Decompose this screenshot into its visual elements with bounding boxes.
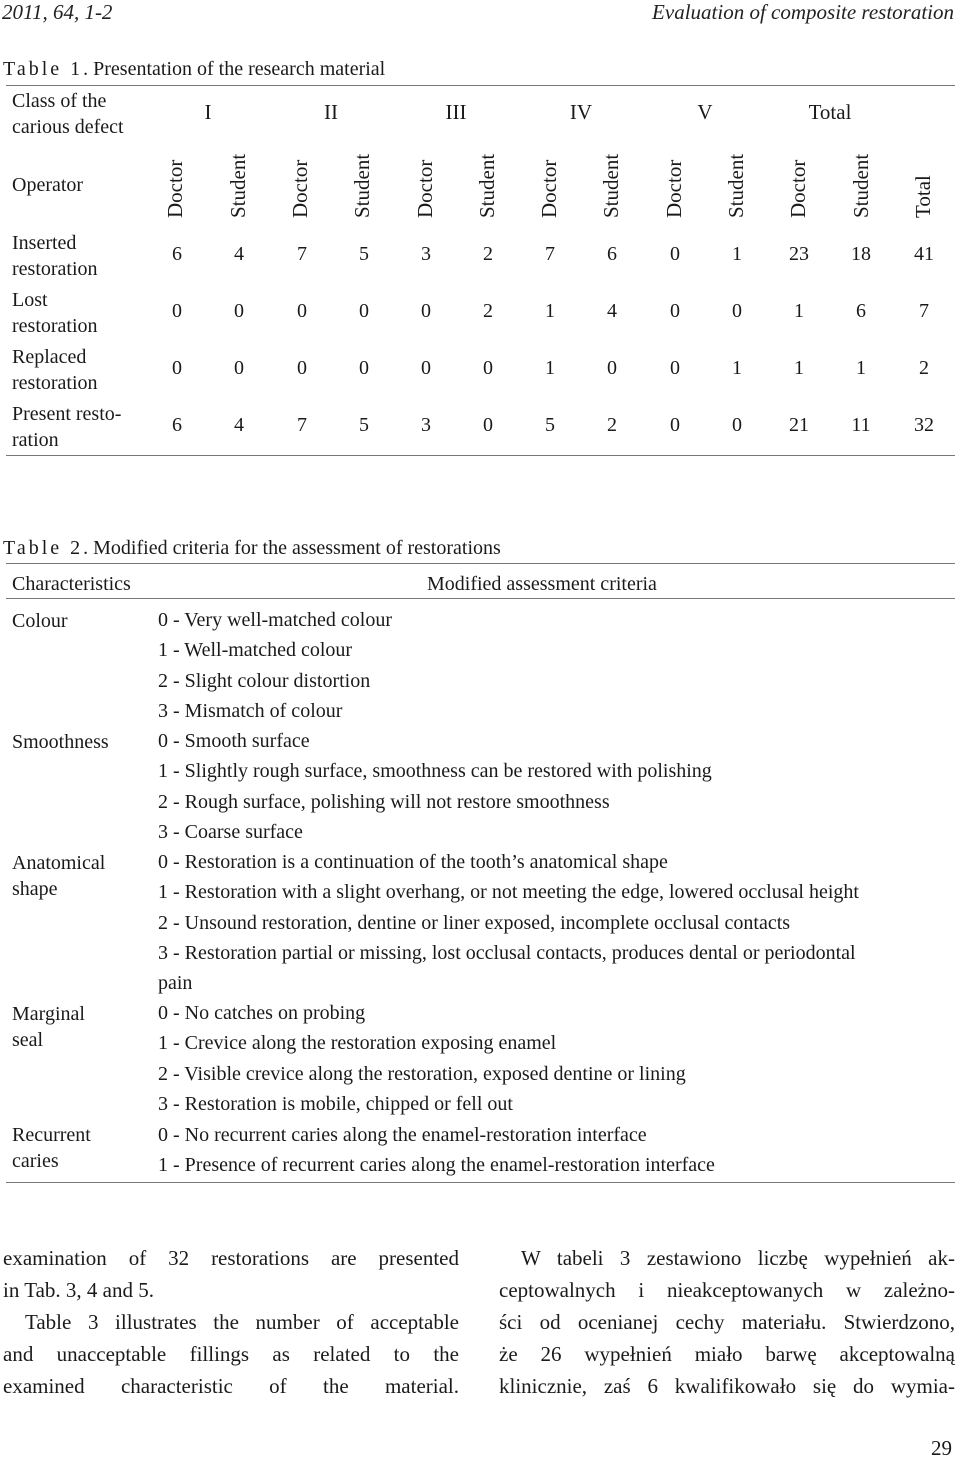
criterion: 1 - Well-matched colour bbox=[158, 639, 353, 662]
text-line: examined characteristic of the material. bbox=[3, 1374, 459, 1398]
table1-cell: 1 bbox=[856, 357, 866, 379]
criterion: 0 - Very well-matched colour bbox=[158, 609, 392, 631]
table1-cell: 0 bbox=[297, 357, 307, 379]
running-header-right: Evaluation of composite restoration bbox=[652, 0, 954, 24]
table1-cell: 4 bbox=[234, 414, 244, 436]
table2-criteria bbox=[158, 726, 948, 847]
table1-cell: 2 bbox=[483, 243, 493, 265]
table1-row-label bbox=[12, 287, 98, 339]
table1-bottom-rule bbox=[6, 455, 955, 456]
table1-cell: 7 bbox=[297, 414, 307, 436]
characteristic-line2: caries bbox=[12, 1150, 59, 1172]
text-line: examination of 32 restorations are presented bbox=[3, 1246, 459, 1270]
table1-cell: 0 bbox=[483, 357, 493, 379]
table1-cell: 3 bbox=[421, 414, 431, 436]
text-line: ści od ocenianej cechy materiału. Stwierdzono, bbox=[499, 1310, 955, 1334]
text-line: że 26 wypełnień miało barwę akceptowalną bbox=[499, 1342, 955, 1366]
table2-caption bbox=[3, 537, 501, 560]
table2-caption-text: . Modified criteria for the assessment of restorations bbox=[83, 537, 501, 559]
table1-row-label bbox=[12, 401, 121, 453]
table1-col-header: Total bbox=[911, 175, 935, 218]
table2-characteristic bbox=[12, 1122, 91, 1174]
row-label-line2: restoration bbox=[12, 258, 98, 280]
body-text-right bbox=[499, 1242, 955, 1402]
table2-criteria bbox=[158, 998, 948, 1119]
characteristic-line1: Anatomical bbox=[12, 852, 106, 874]
text-line: Table 3 illustrates the number of acceptable bbox=[25, 1310, 459, 1334]
row-label-line2: ration bbox=[12, 429, 59, 451]
table2-top-rule bbox=[6, 563, 955, 564]
criterion: 2 - Unsound restoration, dentine or liner exposed, incomplete occlusal contacts bbox=[158, 911, 791, 934]
table1-col-header: Doctor bbox=[163, 159, 187, 218]
text-line: klinicznie, zaś 6 kwalifikowało się do wymia- bbox=[499, 1374, 955, 1398]
table1-cell: 0 bbox=[483, 414, 493, 436]
table1-cell: 0 bbox=[607, 357, 617, 379]
criterion: 0 - Restoration is a continuation of the tooth’s anatomical shape bbox=[158, 851, 668, 873]
criterion: 1 - Presence of recurrent caries along the enamel-restoration interface bbox=[158, 1154, 715, 1177]
table1-cell: 2 bbox=[483, 300, 493, 322]
criterion: 2 - Slight colour distortion bbox=[158, 669, 371, 692]
table1-cell: 5 bbox=[359, 414, 369, 436]
table1-row-label bbox=[12, 344, 98, 396]
table2-characteristic bbox=[12, 1001, 85, 1053]
table1-cell: 1 bbox=[732, 357, 742, 379]
table1-cell: 18 bbox=[851, 243, 871, 265]
table1-cell: 7 bbox=[297, 243, 307, 265]
table1-cell: 5 bbox=[545, 414, 555, 436]
table1-cell: 0 bbox=[670, 300, 680, 322]
table1-cell: 0 bbox=[234, 357, 244, 379]
table1-cell: 0 bbox=[670, 243, 680, 265]
table1-cell: 6 bbox=[172, 243, 182, 265]
running-header-left: 2011, 64, 1-2 bbox=[2, 0, 113, 24]
table1-cell: 4 bbox=[234, 243, 244, 265]
criterion: 3 - Restoration is mobile, chipped or fell out bbox=[158, 1092, 513, 1115]
table1-cell: 1 bbox=[794, 300, 804, 322]
table2-characteristic bbox=[12, 608, 68, 634]
table1-cell: 0 bbox=[172, 300, 182, 322]
table2-caption-prefix: Table 2 bbox=[3, 537, 84, 559]
table1-caption-text: . Presentation of the research material bbox=[83, 58, 386, 80]
criterion: 1 - Crevice along the restoration exposing enamel bbox=[158, 1032, 557, 1055]
table2-criteria bbox=[158, 1120, 948, 1181]
table1-cell: 3 bbox=[421, 243, 431, 265]
table2-col2-header: Modified assessment criteria bbox=[427, 573, 657, 595]
table1-col-header: Doctor bbox=[537, 159, 561, 218]
text-line: and unacceptable fillings as related to the bbox=[3, 1342, 459, 1366]
table1-cell: 21 bbox=[789, 414, 809, 436]
table1-col-header: Student bbox=[599, 153, 623, 218]
table1-cell: 0 bbox=[297, 300, 307, 322]
table1-cell: 1 bbox=[545, 300, 555, 322]
body-text-left bbox=[3, 1242, 459, 1402]
table1-cell: 6 bbox=[172, 414, 182, 436]
table1-cell: 41 bbox=[914, 243, 934, 265]
table1-cell: 0 bbox=[421, 357, 431, 379]
table2-bottom-rule bbox=[6, 1182, 955, 1183]
table1-col-header: Doctor bbox=[413, 159, 437, 218]
table1-col-header: Student bbox=[350, 153, 374, 218]
table1-operator-label: Operator bbox=[12, 174, 84, 196]
criterion: 0 - Smooth surface bbox=[158, 730, 310, 752]
table1-class-I: I bbox=[204, 100, 212, 124]
table1-class-label-line1: Class of the bbox=[12, 90, 107, 112]
table1-col-header: Doctor bbox=[288, 159, 312, 218]
table1-cell: 11 bbox=[851, 414, 871, 436]
table1-top-rule bbox=[6, 85, 955, 86]
criterion: 3 - Coarse surface bbox=[158, 820, 303, 843]
criterion: 0 - No recurrent caries along the enamel-restoration interface bbox=[158, 1124, 647, 1146]
table1-cell: 23 bbox=[789, 243, 809, 265]
table1-cell: 1 bbox=[732, 243, 742, 265]
table1-cell: 2 bbox=[919, 357, 929, 379]
row-label-line1: Present resto- bbox=[12, 403, 122, 425]
criterion: 1 - Slightly rough surface, smoothness can be restored with polishing bbox=[158, 760, 712, 783]
table2-criteria bbox=[158, 605, 948, 726]
table2-characteristic bbox=[12, 729, 109, 755]
table1-cell: 2 bbox=[607, 414, 617, 436]
table2-criteria bbox=[158, 847, 948, 998]
table1-class-total: Total bbox=[808, 100, 852, 124]
table1-cell: 7 bbox=[545, 243, 555, 265]
criterion: 0 - No catches on probing bbox=[158, 1002, 366, 1024]
text-line: in Tab. 3, 4 and 5. bbox=[3, 1278, 154, 1302]
table1-cell: 0 bbox=[732, 414, 742, 436]
page-number: 29 bbox=[931, 1436, 952, 1460]
table2-col1-header: Characteristics bbox=[12, 573, 131, 595]
table2-header-rule bbox=[6, 598, 955, 599]
table1-class-III: III bbox=[445, 100, 467, 124]
text-line: ceptowalnych i nieakceptowanych w zależno- bbox=[499, 1278, 955, 1302]
table1-cell: 5 bbox=[359, 243, 369, 265]
criterion: pain bbox=[158, 972, 193, 995]
table1-caption-prefix: Table 1 bbox=[3, 58, 84, 80]
characteristic-line2: shape bbox=[12, 878, 58, 900]
table1-cell: 32 bbox=[914, 414, 934, 436]
table1-caption bbox=[3, 58, 385, 81]
table1-cell: 6 bbox=[856, 300, 866, 322]
characteristic-line1: Smoothness bbox=[12, 731, 109, 753]
criterion: 2 - Visible crevice along the restoration, exposed dentine or lining bbox=[158, 1062, 686, 1085]
table1-cell: 6 bbox=[607, 243, 617, 265]
table1-col-header: Doctor bbox=[662, 159, 686, 218]
table1-class-label-line2: carious defect bbox=[12, 116, 124, 138]
table1-cell: 1 bbox=[545, 357, 555, 379]
table1-cell: 4 bbox=[607, 300, 617, 322]
characteristic-line1: Recurrent bbox=[12, 1124, 91, 1146]
row-label-line1: Lost bbox=[12, 289, 48, 311]
table1-col-header: Student bbox=[226, 153, 250, 218]
table1-col-header: Student bbox=[849, 153, 873, 218]
table2-characteristic bbox=[12, 850, 105, 902]
table1-cell: 0 bbox=[359, 300, 369, 322]
characteristic-line2: seal bbox=[12, 1029, 44, 1051]
table1-col-header: Student bbox=[724, 153, 748, 218]
table1-row-label bbox=[12, 230, 98, 282]
table1-class-label bbox=[12, 88, 124, 140]
table1-class-V: V bbox=[697, 100, 713, 124]
table1-cell: 0 bbox=[172, 357, 182, 379]
table1-cell: 0 bbox=[421, 300, 431, 322]
table1-cell: 7 bbox=[919, 300, 929, 322]
table1-cell: 0 bbox=[670, 414, 680, 436]
row-label-line2: restoration bbox=[12, 315, 98, 337]
table1-cell: 1 bbox=[794, 357, 804, 379]
table1-cell: 0 bbox=[359, 357, 369, 379]
characteristic-line1: Marginal bbox=[12, 1003, 85, 1025]
table1-cell: 0 bbox=[732, 300, 742, 322]
row-label-line2: restoration bbox=[12, 372, 98, 394]
table1-cell: 0 bbox=[234, 300, 244, 322]
table1-cell: 0 bbox=[670, 357, 680, 379]
row-label-line1: Replaced bbox=[12, 346, 87, 368]
criterion: 2 - Rough surface, polishing will not restore smoothness bbox=[158, 790, 610, 813]
text-line: W tabeli 3 zestawiono liczbę wypełnień ak- bbox=[521, 1246, 955, 1270]
criterion: 1 - Restoration with a slight overhang, or not meeting the edge, lowered occlusal height bbox=[158, 881, 859, 904]
table1-col-header: Doctor bbox=[786, 159, 810, 218]
characteristic-line1: Colour bbox=[12, 610, 68, 632]
row-label-line1: Inserted bbox=[12, 232, 77, 254]
criterion: 3 - Restoration partial or missing, lost occlusal contacts, produces dental or periodontal bbox=[158, 941, 856, 964]
table1-class-II: II bbox=[324, 100, 338, 124]
table1-class-IV: IV bbox=[569, 100, 593, 124]
table1-col-header: Student bbox=[475, 153, 499, 218]
criterion: 3 - Mismatch of colour bbox=[158, 699, 343, 722]
